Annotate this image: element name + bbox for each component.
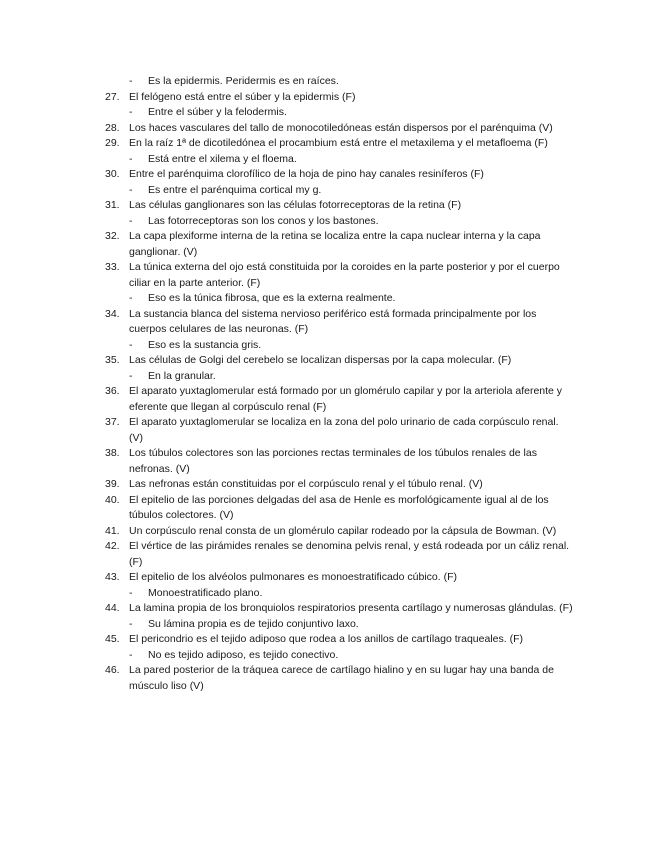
answer-note [0, 291, 655, 307]
bullet-dash: - [129, 106, 133, 118]
answer-note [0, 338, 655, 354]
question-item [0, 307, 655, 338]
answer-note [0, 74, 655, 90]
bullet-dash: - [129, 183, 133, 196]
answer-text: En la granular. [148, 369, 216, 382]
answer-text: No es tejido adiposo, es tejido conectivo. [148, 648, 339, 661]
question-number: 32. [105, 230, 120, 242]
question-number: 37. [105, 416, 120, 428]
bullet-dash: - [129, 586, 133, 599]
question-text: El epitelio de los alvéolos pulmonares es monoestratificado cúbico. (F) [129, 571, 457, 583]
answer-text: Eso es la sustancia gris. [148, 338, 262, 351]
answer-note [0, 369, 655, 385]
question-text: El epitelio de las porciones delgadas del asa de Henle es morfológicamente igual al de los túbulos colectores. (V) [129, 493, 549, 521]
bullet-dash: - [129, 648, 133, 661]
question-item [0, 167, 655, 183]
answer-note [0, 214, 655, 230]
answer-text: Está entre el xilema y el floema. [148, 152, 297, 165]
question-text: Los túbulos colectores son las porciones rectas terminales de los túbulos renales de las nefronas. (V) [129, 447, 537, 475]
answer-note [0, 617, 655, 633]
bullet-dash: - [129, 617, 133, 630]
bullet-dash: - [129, 369, 133, 382]
question-text: El felógeno está entre el súber y la epidermis (F) [129, 90, 356, 103]
question-number: 38. [105, 447, 120, 459]
answer-text: Entre el súber y la felodermis. [148, 106, 287, 118]
bullet-dash: - [129, 292, 133, 304]
answer-note [0, 152, 655, 168]
question-text: Las nefronas están constituidas por el corpúsculo renal y el túbulo renal. (V) [129, 478, 483, 490]
question-text: El vértice de las pirámides renales se denomina pelvis renal, y está rodeada por un cáliz renal. (F) [129, 540, 570, 568]
question-item [0, 384, 655, 415]
question-text: Entre el parénquima clorofílico de la hoja de pino hay canales resiníferos (F) [129, 168, 484, 180]
question-text: El pericondrio es el tejido adiposo que rodea a los anillos de cartílago traqueales. (F) [129, 633, 523, 645]
question-item [0, 121, 655, 137]
question-number: 45. [105, 633, 120, 645]
answer-text: Su lámina propia es de tejido conjuntivo laxo. [148, 617, 359, 630]
question-item [0, 601, 655, 617]
answer-text: Es entre el parénquima cortical my g. [148, 183, 322, 196]
question-item [0, 90, 655, 106]
answer-note [0, 648, 655, 664]
answer-note [0, 183, 655, 199]
question-item [0, 260, 655, 291]
question-number: 42. [105, 540, 120, 552]
bullet-dash: - [129, 152, 133, 165]
answer-note [0, 105, 655, 121]
answer-text: Las fotorreceptoras son los conos y los bastones. [148, 214, 379, 227]
question-number: 29. [105, 137, 120, 149]
question-text: La capa plexiforme interna de la retina se localiza entre la capa nuclear interna y la capa ganglionar. (V) [129, 230, 541, 258]
question-number: 36. [105, 385, 120, 397]
question-item [0, 570, 655, 586]
question-text: La sustancia blanca del sistema nervioso periférico está formada principalmente por los cuerpos celulares de las neuronas. (F) [129, 307, 537, 335]
question-number: 43. [105, 571, 120, 583]
bullet-dash: - [129, 214, 133, 227]
question-number: 34. [105, 307, 120, 320]
question-text: Las células ganglionares son las células fotorreceptoras de la retina (F) [129, 199, 462, 211]
question-item [0, 663, 655, 694]
question-item [0, 524, 655, 540]
bullet-dash: - [129, 338, 133, 351]
question-item [0, 415, 655, 446]
question-item [0, 539, 655, 570]
question-text: El aparato yuxtaglomerular se localiza en la zona del polo urinario de cada corpúsculo renal. (V) [129, 416, 559, 444]
question-text: La túnica externa del ojo está constituida por la coroides en la parte posterior y por el cuerpo ciliar en la parte anterior. (F) [129, 261, 560, 289]
question-text: Las células de Golgi del cerebelo se localizan dispersas por la capa molecular. (F) [129, 354, 512, 366]
question-item [0, 198, 655, 214]
question-number: 30. [105, 168, 120, 180]
question-text: La lamina propia de los bronquiolos respiratorios presenta cartílago y numerosas glándulas. (F) [129, 602, 573, 614]
answer-note [0, 586, 655, 602]
answer-text: Eso es la túnica fibrosa, que es la externa realmente. [148, 292, 396, 304]
question-item [0, 229, 655, 260]
question-text: Un corpúsculo renal consta de un glomérulo capilar rodeado por la cápsula de Bowman. (V) [129, 524, 557, 537]
answer-text: Monoestratificado plano. [148, 586, 263, 599]
question-number: 40. [105, 493, 120, 506]
question-item [0, 446, 655, 477]
question-number: 35. [105, 354, 120, 366]
question-item [0, 493, 655, 524]
question-item [0, 477, 655, 493]
question-number: 33. [105, 261, 120, 273]
question-text: Los haces vasculares del tallo de monocotiledóneas están dispersos por el parénquima (V) [129, 121, 553, 134]
question-text: La pared posterior de la tráquea carece de cartílago hialino y en su lugar hay una banda de músculo liso (V) [129, 664, 554, 692]
question-number: 27. [105, 90, 120, 103]
bullet-dash: - [129, 75, 133, 87]
document-page [0, 74, 655, 694]
answer-text: Es la epidermis. Peridermis es en raíces. [148, 75, 339, 87]
question-text: El aparato yuxtaglomerular está formado por un glomérulo capilar y por la arteriola aferente y eferente que llegan al corpúsculo renal (F) [129, 385, 563, 413]
question-text: En la raíz 1ª de dicotiledónea el procambium está entre el metaxilema y el metafloema (F) [129, 137, 548, 149]
question-number: 28. [105, 121, 120, 134]
question-number: 41. [105, 524, 120, 537]
question-item [0, 353, 655, 369]
question-number: 31. [105, 199, 120, 211]
question-number: 39. [105, 478, 120, 490]
question-item [0, 632, 655, 648]
question-item [0, 136, 655, 152]
question-number: 44. [105, 602, 120, 614]
question-number: 46. [105, 664, 120, 676]
